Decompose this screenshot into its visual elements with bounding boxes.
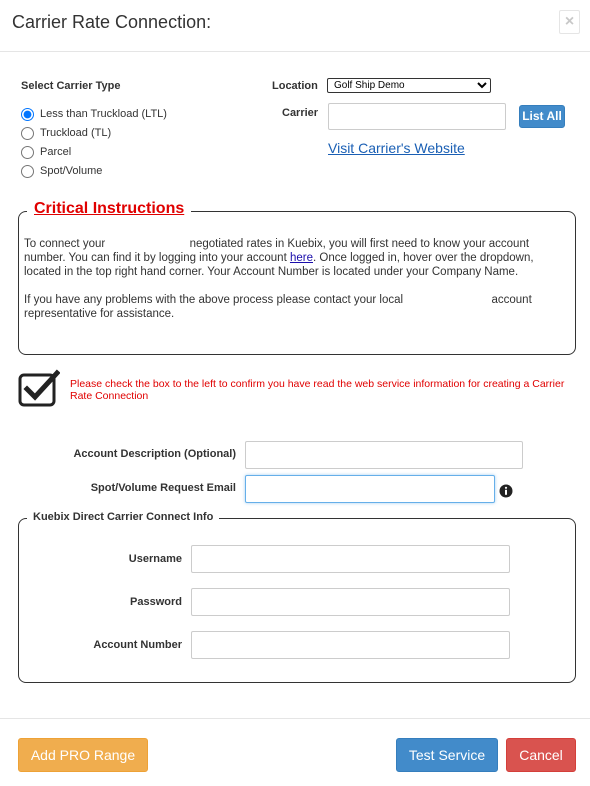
list-all-button[interactable]: List All <box>519 105 565 128</box>
confirm-checkbox[interactable] <box>18 369 58 406</box>
radio-ltl-label: Less than Truckload (LTL) <box>40 108 167 120</box>
radio-ltl[interactable] <box>21 106 167 122</box>
radio-spot-volume-label: Spot/Volume <box>40 165 103 177</box>
radio-spot-volume-input[interactable] <box>21 165 34 178</box>
radio-ltl-input[interactable] <box>21 108 34 121</box>
critical-text-segment: To connect your <box>24 238 106 250</box>
carrier-type-label: Select Carrier Type <box>21 80 121 92</box>
account-description-input[interactable] <box>245 441 523 469</box>
info-icon[interactable] <box>499 484 513 498</box>
account-description-label: Account Description (Optional) <box>73 448 236 460</box>
carrier-label: Carrier <box>282 107 319 119</box>
radio-parcel-label: Parcel <box>40 146 72 158</box>
add-pro-range-button[interactable]: Add PRO Range <box>18 738 148 772</box>
critical-text-segment: negotiated rates in Kuebix, you will first need to know your account number. You can find it by logging into your account <box>24 238 530 264</box>
dialog-header <box>0 0 590 52</box>
critical-instructions-title: Critical Instructions <box>27 200 191 218</box>
critical-text-segment: If you have any problems with the above process please contact your local <box>24 294 404 306</box>
visit-carrier-website-link[interactable]: Visit Carrier's Website <box>328 140 465 156</box>
radio-parcel-input[interactable] <box>21 146 34 159</box>
password-input[interactable] <box>191 588 510 616</box>
spot-email-label: Spot/Volume Request Email <box>90 482 236 494</box>
here-link[interactable]: here <box>289 252 313 264</box>
checkmark-icon <box>18 369 60 407</box>
title-redacted-carrier <box>214 14 344 30</box>
radio-spot-volume[interactable] <box>21 163 102 179</box>
cancel-button[interactable]: Cancel <box>506 738 576 772</box>
account-number-input[interactable] <box>191 631 510 659</box>
location-select[interactable] <box>327 78 491 93</box>
critical-text-segment: . Once logged in, hover over the dropdown, located in the top right hand corner. Your Account Number is located under your Company Name. <box>24 252 534 278</box>
critical-paragraph-1 <box>24 237 564 279</box>
critical-paragraph-2 <box>24 293 564 321</box>
username-label: Username <box>128 553 182 565</box>
location-label: Location <box>272 80 318 92</box>
critical-instructions-text <box>24 237 564 335</box>
confirm-text: Please check the box to the left to confirm you have read the web service information for creating a Carrier Rate Connection <box>70 378 565 402</box>
radio-tl-input[interactable] <box>21 127 34 140</box>
account-number-label: Account Number <box>93 639 182 651</box>
radio-tl-label: Truckload (TL) <box>40 127 112 139</box>
password-label: Password <box>130 596 182 608</box>
test-service-button[interactable]: Test Service <box>396 738 498 772</box>
dialog-title: Carrier Rate Connection: <box>12 12 212 32</box>
username-input[interactable] <box>191 545 510 573</box>
close-button[interactable]: × <box>559 10 580 34</box>
critical-text-segment: account representative for assistance. <box>24 294 532 320</box>
carrier-input[interactable] <box>328 103 506 130</box>
spot-email-input[interactable] <box>245 475 495 503</box>
radio-parcel[interactable] <box>21 144 71 160</box>
kuebix-connect-title: Kuebix Direct Carrier Connect Info <box>27 511 219 523</box>
radio-tl[interactable] <box>21 125 111 141</box>
